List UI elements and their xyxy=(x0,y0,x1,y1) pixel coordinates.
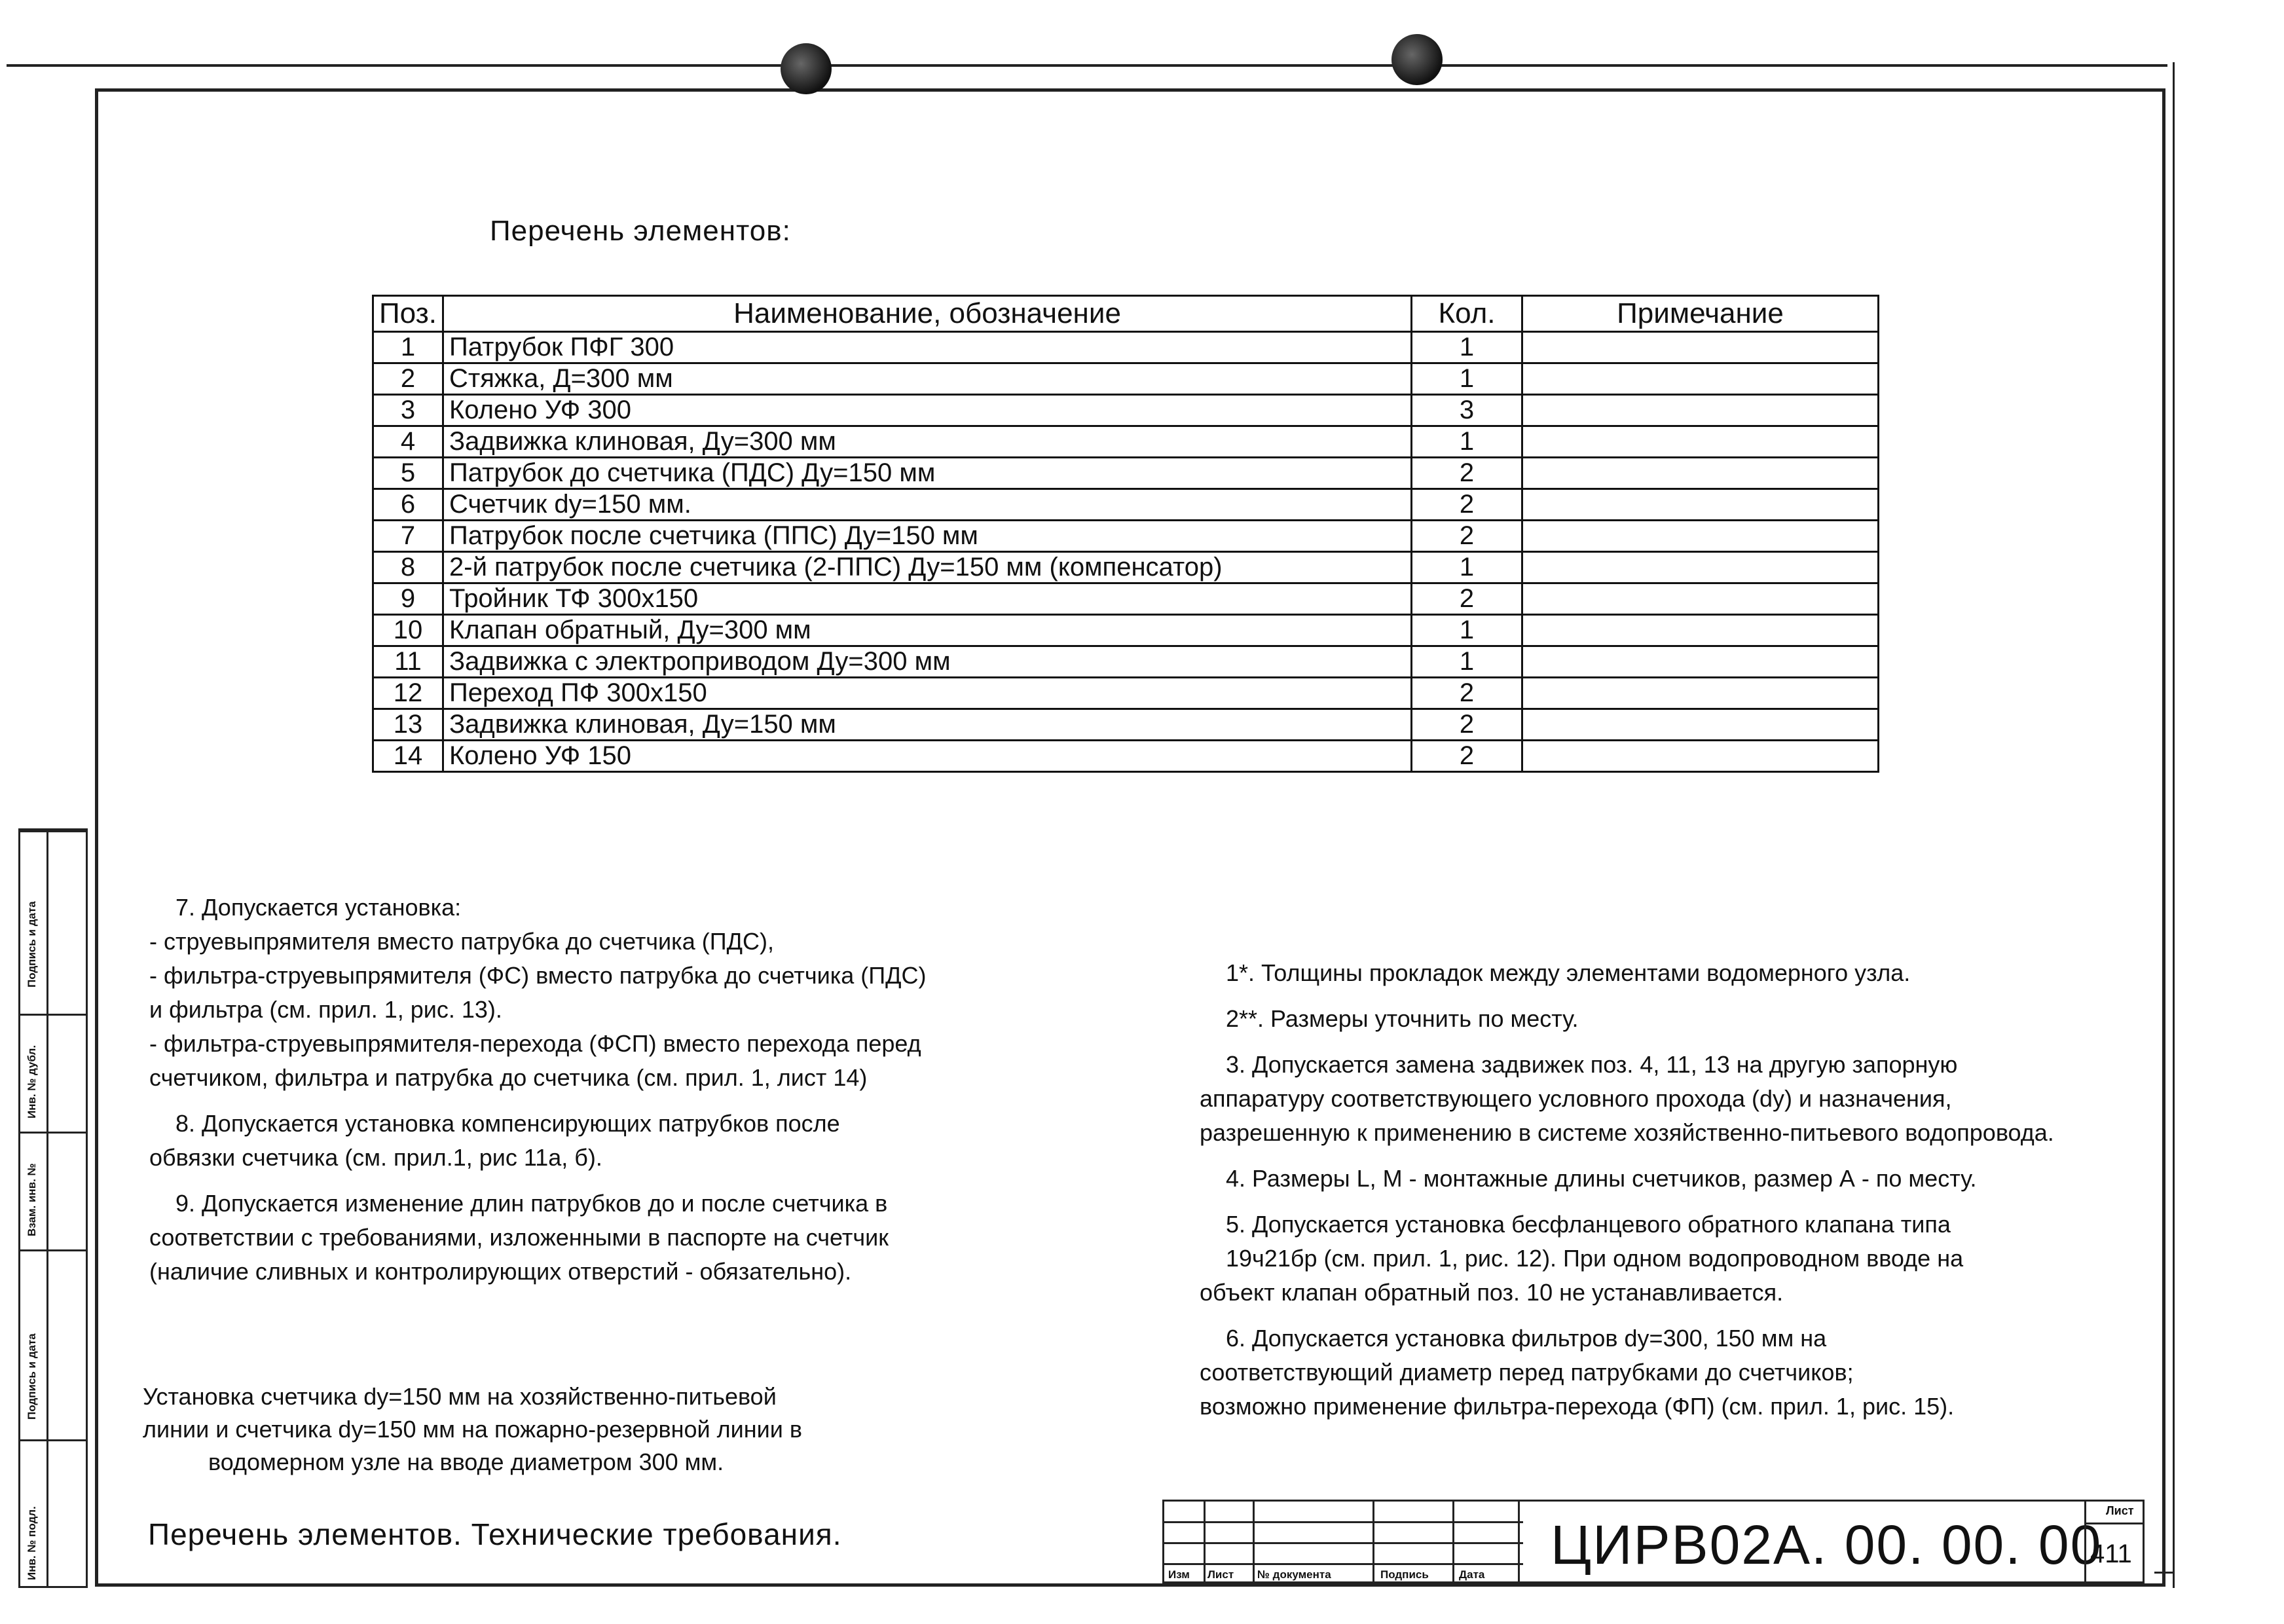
note-line: 7. Допускается установка: xyxy=(175,894,462,921)
stamp-label-change: Изм xyxy=(1168,1568,1190,1581)
row-note-cell xyxy=(1522,583,1879,615)
note-line: возможно применение фильтра-перехода (ФП) (см. прил. 1, рис. 15). xyxy=(1200,1393,1955,1420)
row-qty-cell: 1 xyxy=(1412,332,1522,363)
row-qty-cell: 1 xyxy=(1412,552,1522,583)
row-pos-cell: 12 xyxy=(373,678,443,709)
note-line: 4. Размеры L, M - монтажные длины счетчиков, размер А - по месту. xyxy=(1226,1165,1977,1192)
row-qty-cell: 1 xyxy=(1412,646,1522,678)
col-header-note: Примечание xyxy=(1522,296,1879,332)
note-line xyxy=(1200,1036,2116,1048)
table-row xyxy=(373,426,1879,458)
stamp-label-document: № документа xyxy=(1257,1568,1331,1581)
table-row xyxy=(373,709,1879,741)
row-name-cell: Патрубок ПФГ 300 xyxy=(443,332,1412,363)
row-note-cell xyxy=(1522,552,1879,583)
row-note-cell xyxy=(1522,709,1879,741)
row-pos-cell: 10 xyxy=(373,615,443,646)
table-row xyxy=(373,363,1879,395)
table-header-row xyxy=(373,296,1879,332)
side-stamp-divider xyxy=(20,1132,86,1134)
note-line: - фильтра-струевыпрямителя-перехода (ФСП) вместо перехода перед xyxy=(149,1030,921,1057)
table-row xyxy=(373,646,1879,678)
table-row xyxy=(373,521,1879,552)
table-row xyxy=(373,678,1879,709)
row-note-cell xyxy=(1522,458,1879,489)
row-pos-cell: 5 xyxy=(373,458,443,489)
row-qty-cell: 1 xyxy=(1412,426,1522,458)
note-line: обвязки счетчика (см. прил.1, рис 11а, б). xyxy=(149,1144,602,1171)
table-row xyxy=(373,489,1879,521)
sheet-label: Лист xyxy=(2106,1504,2134,1517)
sheet-number: 411 xyxy=(2090,1540,2132,1568)
note-line: счетчиком, фильтра и патрубка до счетчика (см. прил. 1, лист 14) xyxy=(149,1064,868,1091)
row-name-cell: Колено УФ 150 xyxy=(443,741,1412,772)
technical-notes-right xyxy=(1200,956,2116,1424)
technical-notes-left xyxy=(149,891,1053,1289)
row-note-cell xyxy=(1522,741,1879,772)
note-line: объект клапан обратный поз. 10 не устанавливается. xyxy=(1200,1279,1784,1306)
row-pos-cell: 11 xyxy=(373,646,443,678)
right-border-line xyxy=(2173,62,2175,1588)
row-qty-cell: 2 xyxy=(1412,521,1522,552)
side-stamp xyxy=(18,828,88,1588)
col-header-name: Наименование, обозначение xyxy=(443,296,1412,332)
row-note-cell xyxy=(1522,489,1879,521)
side-stamp-divider xyxy=(20,830,86,832)
row-pos-cell: 6 xyxy=(373,489,443,521)
note-line xyxy=(1200,1310,2116,1321)
col-header-qty: Кол. xyxy=(1412,296,1522,332)
row-pos-cell: 14 xyxy=(373,741,443,772)
note-line: - фильтра-струевыпрямителя (ФС) вместо патрубка до счетчика (ПДС) xyxy=(149,962,927,989)
row-qty-cell: 1 xyxy=(1412,615,1522,646)
side-stamp-label: Инв. № подл. xyxy=(26,1506,38,1580)
row-pos-cell: 4 xyxy=(373,426,443,458)
side-stamp-divider xyxy=(20,1439,86,1441)
note-line: 2**. Размеры уточнить по месту. xyxy=(1226,1005,1579,1032)
row-qty-cell: 2 xyxy=(1412,709,1522,741)
note-line: 19ч21бр (см. прил. 1, рис. 12). При одном водопроводном вводе на xyxy=(1226,1245,1964,1272)
note-line xyxy=(149,1175,1053,1187)
row-note-cell xyxy=(1522,395,1879,426)
row-name-cell: Счетчик dy=150 мм. xyxy=(443,489,1412,521)
row-qty-cell: 2 xyxy=(1412,741,1522,772)
note-line: 6. Допускается установка фильтров dy=300, 150 мм на xyxy=(1226,1325,1827,1352)
row-name-cell: Задвижка клиновая, Ду=150 мм xyxy=(443,709,1412,741)
row-qty-cell: 2 xyxy=(1412,678,1522,709)
top-border-line xyxy=(7,64,2167,67)
row-note-cell xyxy=(1522,363,1879,395)
row-name-cell: 2-й патрубок после счетчика (2-ППС) Ду=150 мм (компенсатор) xyxy=(443,552,1412,583)
table-row xyxy=(373,615,1879,646)
row-qty-cell: 1 xyxy=(1412,363,1522,395)
row-qty-cell: 2 xyxy=(1412,458,1522,489)
sheet-box-divider xyxy=(2086,1522,2144,1524)
note-line: 9. Допускается изменение длин патрубков до и после счетчика в xyxy=(175,1190,888,1217)
stamp-label-sheet: Лист xyxy=(1207,1568,1234,1581)
sheet-number-box xyxy=(2084,1502,2144,1581)
row-name-cell: Переход ПФ 300х150 xyxy=(443,678,1412,709)
table-row xyxy=(373,458,1879,489)
side-stamp-divider xyxy=(20,1014,86,1016)
installation-caption xyxy=(143,1380,929,1479)
row-qty-cell: 2 xyxy=(1412,583,1522,615)
row-qty-cell: 2 xyxy=(1412,489,1522,521)
stamp-label-signature: Подпись xyxy=(1380,1568,1429,1581)
caption-line: линии и счетчика dy=150 мм на пожарно-резервной линии в xyxy=(143,1416,802,1443)
note-line: 8. Допускается установка компенсирующих патрубков после xyxy=(175,1110,840,1137)
row-name-cell: Задвижка клиновая, Ду=300 мм xyxy=(443,426,1412,458)
row-note-cell xyxy=(1522,426,1879,458)
side-stamp-label: Подпись и дата xyxy=(26,901,38,987)
corner-mark xyxy=(2154,1572,2174,1574)
table-row xyxy=(373,552,1879,583)
note-line xyxy=(1200,1196,2116,1208)
row-name-cell: Задвижка с электроприводом Ду=300 мм xyxy=(443,646,1412,678)
note-line: 5. Допускается установка бесфланцевого обратного клапана типа xyxy=(1226,1211,1951,1238)
side-stamp-label: Подпись и дата xyxy=(26,1333,38,1420)
table-row xyxy=(373,332,1879,363)
row-note-cell xyxy=(1522,678,1879,709)
note-line: соответствующий диаметр перед патрубками до счетчиков; xyxy=(1200,1359,1854,1386)
row-note-cell xyxy=(1522,332,1879,363)
elements-list-title: Перечень элементов: xyxy=(490,215,791,247)
caption-line: водомерном узле на вводе диаметром 300 мм. xyxy=(208,1449,724,1475)
note-line: (наличие сливных и контролирующих отверстий - обязательно). xyxy=(149,1258,852,1285)
note-line: и фильтра (см. прил. 1, рис. 13). xyxy=(149,996,502,1023)
row-pos-cell: 2 xyxy=(373,363,443,395)
table-row xyxy=(373,395,1879,426)
elements-table xyxy=(372,295,1879,773)
col-header-pos: Поз. xyxy=(373,296,443,332)
row-name-cell: Колено УФ 300 xyxy=(443,395,1412,426)
side-stamp-label: Инв. № дубл. xyxy=(26,1044,38,1118)
row-pos-cell: 1 xyxy=(373,332,443,363)
note-line: разрешенную к применению в системе хозяйственно-питьевого водопровода. xyxy=(1200,1119,2054,1146)
row-note-cell xyxy=(1522,615,1879,646)
row-name-cell: Тройник ТФ 300х150 xyxy=(443,583,1412,615)
footer-title: Перечень элементов. Технические требования. xyxy=(148,1517,842,1551)
row-note-cell xyxy=(1522,646,1879,678)
note-line xyxy=(1200,1150,2116,1162)
binder-pin-icon xyxy=(781,43,832,94)
note-line: 3. Допускается замена задвижек поз. 4, 11, 13 на другую запорную xyxy=(1226,1051,1958,1078)
row-qty-cell: 3 xyxy=(1412,395,1522,426)
table-row xyxy=(373,741,1879,772)
document-code: ЦИРВ02А. 00. 00. 00 xyxy=(1551,1514,2103,1576)
row-name-cell: Патрубок после счетчика (ППС) Ду=150 мм xyxy=(443,521,1412,552)
row-pos-cell: 7 xyxy=(373,521,443,552)
note-line xyxy=(1200,990,2116,1002)
row-pos-cell: 3 xyxy=(373,395,443,426)
row-name-cell: Патрубок до счетчика (ПДС) Ду=150 мм xyxy=(443,458,1412,489)
row-pos-cell: 13 xyxy=(373,709,443,741)
side-stamp-divider xyxy=(20,1249,86,1251)
note-line: - струевыпрямителя вместо патрубка до счетчика (ПДС), xyxy=(149,928,774,955)
row-note-cell xyxy=(1522,521,1879,552)
note-line: соответствии с требованиями, изложенными в паспорте на счетчик xyxy=(149,1224,889,1251)
row-pos-cell: 8 xyxy=(373,552,443,583)
row-name-cell: Стяжка, Д=300 мм xyxy=(443,363,1412,395)
table-row xyxy=(373,583,1879,615)
stamp-label-date: Дата xyxy=(1459,1568,1485,1581)
note-line: 1*. Толщины прокладок между элементами водомерного узла. xyxy=(1226,959,1911,986)
caption-line: Установка счетчика dy=150 мм на хозяйственно-питьевой xyxy=(143,1383,777,1410)
side-stamp-label: Взам. инв. № xyxy=(26,1163,38,1236)
note-line: аппаратуру соответствующего условного прохода (dy) и назначения, xyxy=(1200,1085,1952,1112)
row-pos-cell: 9 xyxy=(373,583,443,615)
title-block xyxy=(1162,1500,2145,1583)
binder-pin-icon xyxy=(1391,34,1443,85)
note-line xyxy=(149,1095,1053,1107)
row-name-cell: Клапан обратный, Ду=300 мм xyxy=(443,615,1412,646)
